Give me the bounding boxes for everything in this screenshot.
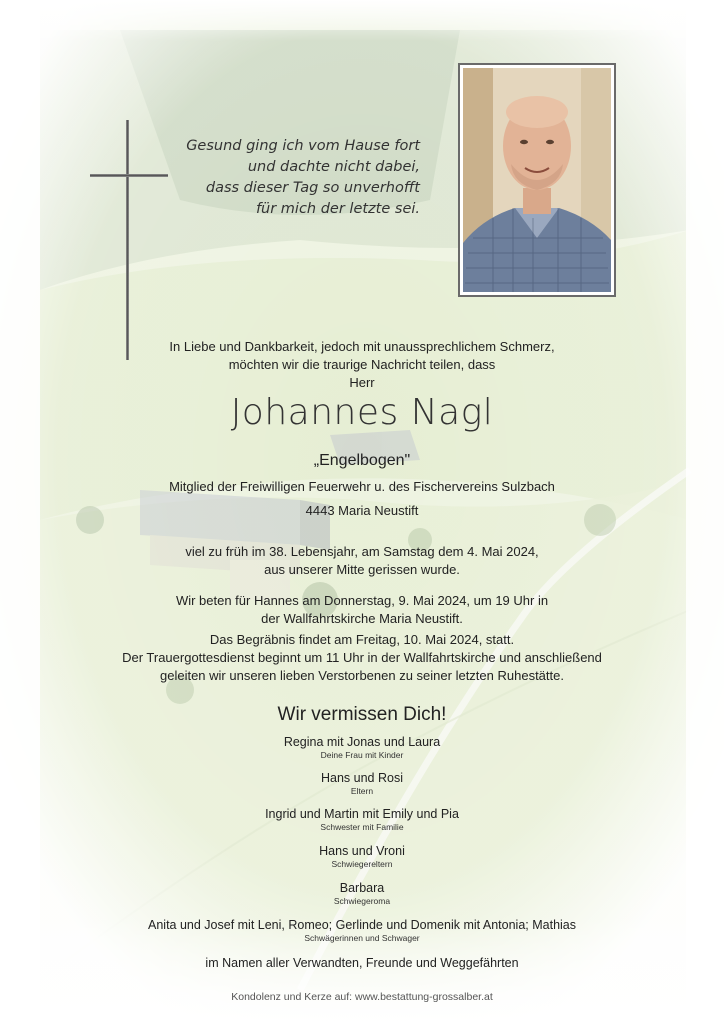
family-names: Anita und Josef mit Leni, Romeo; Gerlinde und Domenik mit Antonia; Mathias	[148, 918, 576, 932]
funeral-line: geleiten wir unseren lieben Verstorbenen zu seiner letzten Ruhestätte.	[160, 668, 564, 683]
portrait-image	[463, 68, 611, 292]
membership: Mitglied der Freiwilligen Feuerwehr u. des Fischervereins Sulzbach	[169, 479, 555, 494]
intro-line: In Liebe und Dankbarkeit, jedoch mit unaussprechlichem Schmerz,	[169, 339, 555, 354]
family-names: Barbara	[339, 881, 385, 895]
family-names: Ingrid und Martin mit Emily und Pia	[265, 807, 459, 821]
family-entry	[0, 770, 724, 797]
poem-line: dass dieser Tag so unverhofft	[205, 180, 420, 196]
poem-line: für mich der letzte sei.	[255, 201, 420, 217]
address: 4443 Maria Neustift	[305, 503, 419, 518]
family-entry	[0, 880, 724, 907]
intro-line: Herr	[349, 375, 375, 390]
family-entry	[0, 917, 724, 944]
family-relation: Schwester mit Familie	[320, 822, 404, 832]
poem	[180, 136, 420, 220]
family-relation: Schwiegereltern	[331, 859, 393, 869]
funeral-info	[0, 631, 724, 685]
intro-line: möchten wir die traurige Nachricht teilen, dass	[228, 357, 496, 372]
funeral-line: Der Trauergottesdienst beginnt um 11 Uhr in der Wallfahrtskirche und anschließend	[122, 650, 602, 665]
family-entry	[0, 806, 724, 833]
prayer-line: Wir beten für Hannes am Donnerstag, 9. Mai 2024, um 19 Uhr in	[175, 593, 549, 608]
family-relation: Deine Frau mit Kinder	[320, 750, 404, 760]
miss-heading: Wir vermissen Dich!	[277, 704, 447, 725]
cross-icon	[126, 120, 129, 360]
family-entry	[0, 843, 724, 870]
prayer-line: der Wallfahrtskirche Maria Neustift.	[261, 611, 463, 626]
prayer-info	[0, 592, 724, 628]
closing-line: im Namen aller Verwandten, Freunde und Weggefährten	[205, 956, 519, 970]
intro-text	[0, 338, 724, 392]
condolence-footer: Kondolenz und Kerze auf: www.bestattung-grossalber.at	[231, 991, 493, 1003]
cross-bar	[90, 174, 168, 177]
family-names: Hans und Vroni	[319, 844, 405, 858]
family-entry	[0, 734, 724, 761]
family-names: Regina mit Jonas und Laura	[283, 735, 441, 749]
family-names: Hans und Rosi	[321, 771, 403, 785]
family-relation: Schwiegeroma	[333, 896, 391, 906]
family-relation: Eltern	[350, 786, 374, 796]
portrait-photo	[458, 63, 616, 297]
death-notice	[0, 543, 724, 579]
poem-line: und dachte nicht dabei,	[247, 159, 420, 175]
deceased-name: Johannes Nagl	[230, 392, 494, 433]
nickname: „Engelbogen"	[313, 452, 411, 469]
funeral-line: Das Begräbnis findet am Freitag, 10. Mai 2024, statt.	[209, 632, 515, 647]
death-line: viel zu früh im 38. Lebensjahr, am Samstag dem 4. Mai 2024,	[185, 544, 539, 559]
family-relation: Schwägerinnen und Schwager	[304, 933, 420, 943]
death-line: aus unserer Mitte gerissen wurde.	[264, 562, 460, 577]
poem-line: Gesund ging ich vom Hause fort	[186, 138, 420, 154]
